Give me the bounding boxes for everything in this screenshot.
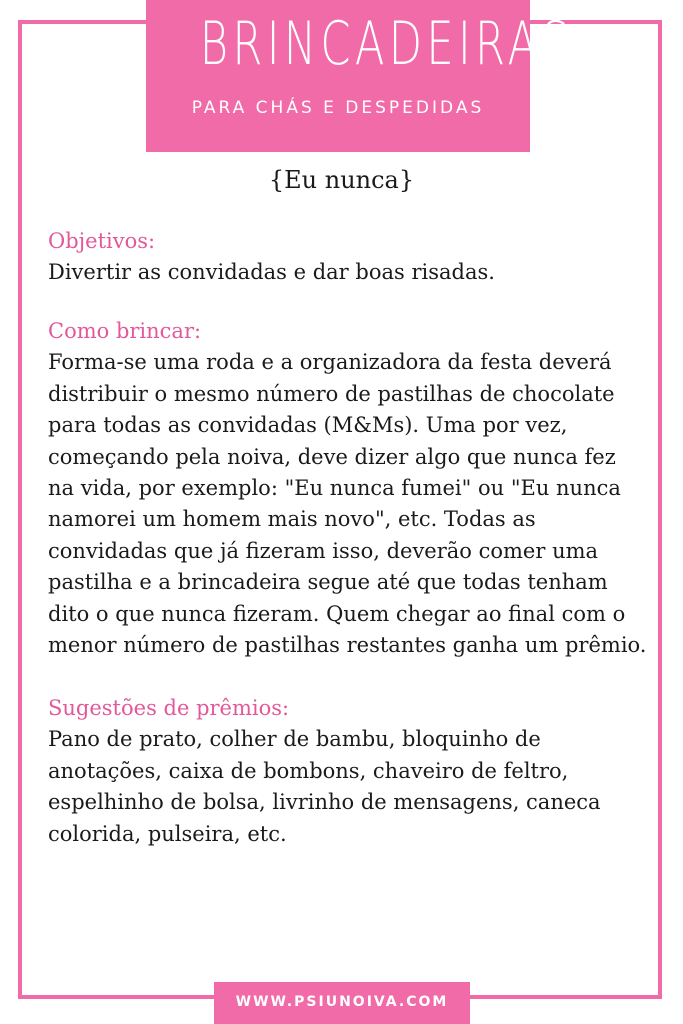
section-label-how-to-play: Como brincar:	[48, 319, 202, 344]
section-prizes	[48, 693, 648, 850]
section-text-prizes: Pano de prato, colher de bambu, bloquinho de anotações, caixa de bombons, chaveiro de feltro, espelhinho de bolsa, livrinho de mensagens, caneca colorida, pulseira, etc.	[48, 727, 601, 846]
section-text-how-to-play: Forma-se uma roda e a organizadora da festa deverá distribuir o mesmo número de pastilhas de chocolate para todas as convidadas (M&Ms). Uma por vez, começando pela noiva, deve dizer algo que nunca fez na vida, por exemplo: "Eu nunca fumei" ou "Eu nunca namorei um homem mais novo", etc. Todas as convidadas que já fizeram isso, deverão comer uma pastilha e a brincadeira segue até que todas tenham dito o que nunca fizeram. Quem chegar ao final com o menor número de pastilhas restantes ganha um prêmio.	[48, 350, 647, 658]
header-banner	[146, 0, 574, 152]
section-how-to-play	[48, 316, 648, 661]
spacer	[48, 661, 648, 693]
section-objectives	[48, 226, 648, 288]
game-title: {Eu nunca}	[268, 166, 415, 194]
section-label-prizes: Sugestões de prêmios:	[48, 696, 290, 721]
content-area	[48, 226, 648, 850]
footer-website: WWW.PSIUNOIVA.COM	[214, 982, 470, 1024]
spacer	[48, 288, 648, 316]
section-text-objectives: Divertir as convidadas e dar boas risadas.	[48, 260, 495, 284]
header-title: BRINCADEIRAS	[199, 9, 574, 79]
header-subtitle: PARA CHÁS E DESPEDIDAS	[191, 98, 485, 118]
section-label-objectives: Objetivos:	[48, 229, 156, 253]
